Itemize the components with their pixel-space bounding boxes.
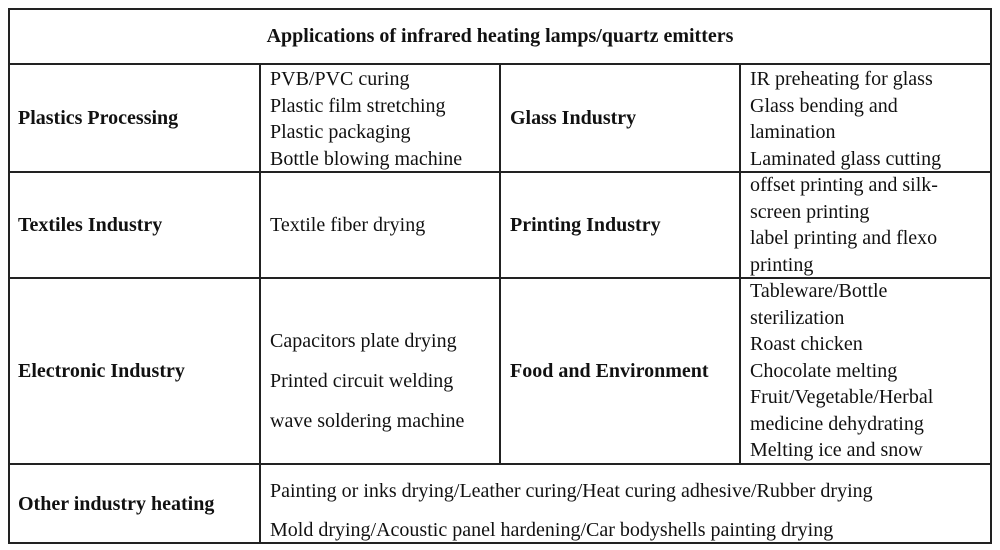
list-item: Tableware/Bottle — [750, 280, 888, 302]
list-item: sterilization — [750, 306, 845, 329]
list-item: Printed circuit welding — [270, 370, 454, 392]
list-item: Roast chicken — [750, 333, 863, 355]
category-glass-industry: Glass Industry — [510, 106, 637, 129]
category-food-environment: Food and Environment — [510, 359, 709, 382]
list-item: Textile fiber drying — [270, 213, 426, 236]
column-divider — [499, 64, 501, 464]
list-item: lamination — [750, 121, 836, 143]
column-divider — [739, 64, 741, 464]
list-item: Painting or inks drying/Leather curing/Heat curing adhesive/Rubber drying — [270, 480, 873, 502]
category-printing-industry: Printing Industry — [510, 213, 661, 236]
list-item: PVB/PVC curing — [270, 68, 410, 90]
list-item: Capacitors plate drying — [270, 330, 457, 352]
list-item: screen printing — [750, 200, 870, 223]
list-item: Mold drying/Acoustic panel hardening/Car bodyshells painting drying — [270, 519, 834, 541]
list-item: offset printing and silk- — [750, 174, 938, 196]
category-other-industry-heating: Other industry heating — [18, 492, 215, 515]
list-item: Bottle blowing machine — [270, 147, 463, 170]
list-item: medicine dehydrating — [750, 412, 924, 435]
category-plastics-processing: Plastics Processing — [18, 106, 179, 129]
list-item: Fruit/Vegetable/Herbal — [750, 386, 934, 408]
list-item: wave soldering machine — [270, 410, 465, 432]
applications-table — [8, 8, 992, 544]
list-item: Glass bending and — [750, 94, 898, 117]
list-item: Melting ice and snow — [750, 439, 923, 461]
category-electronic-industry: Electronic Industry — [18, 359, 185, 382]
list-item: IR preheating for glass — [750, 68, 933, 90]
list-item: label printing and flexo — [750, 227, 938, 249]
table-title: Applications of infrared heating lamps/quartz emitters — [266, 24, 734, 47]
list-item: Plastic packaging — [270, 121, 411, 143]
category-textiles-industry: Textiles Industry — [18, 213, 163, 236]
list-item: Chocolate melting — [750, 359, 898, 382]
list-item: printing — [750, 253, 814, 276]
column-divider — [259, 64, 261, 544]
list-item: Plastic film stretching — [270, 94, 446, 117]
list-item: Laminated glass cutting — [750, 147, 942, 170]
